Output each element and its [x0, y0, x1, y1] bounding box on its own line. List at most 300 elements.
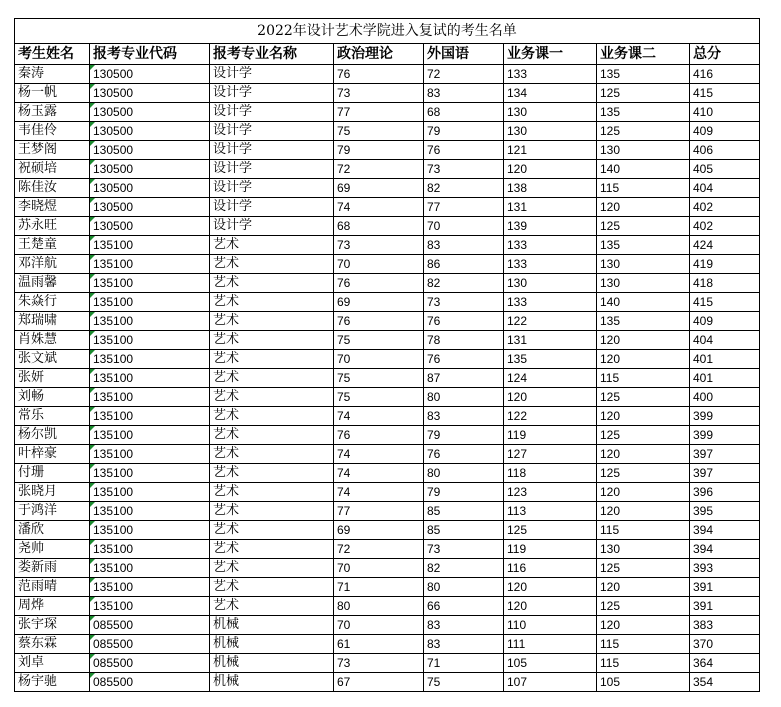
- cell-col-course-1: 120: [504, 388, 597, 407]
- cell-col-course-2: 115: [597, 369, 690, 388]
- cell-col-foreign-language: 79: [424, 426, 504, 445]
- cell-col-course-1: 133: [504, 293, 597, 312]
- table-row: [15, 559, 760, 578]
- cell-col-course-1: 124: [504, 369, 597, 388]
- cell-col-course-1: 122: [504, 407, 597, 426]
- table-row: [15, 122, 760, 141]
- cell-col-course-2: 120: [597, 445, 690, 464]
- cell-col-major-name: 机械: [210, 654, 334, 673]
- cell-col-course-2: 130: [597, 274, 690, 293]
- cell-col-foreign-language: 82: [424, 274, 504, 293]
- cell-col-course-2: 135: [597, 312, 690, 331]
- cell-col-course-2: 125: [597, 464, 690, 483]
- cell-col-name: 周烨: [15, 597, 90, 616]
- cell-col-course-1: 119: [504, 540, 597, 559]
- cell-col-major-code: 085500: [90, 616, 210, 635]
- cell-col-politics: 74: [334, 445, 424, 464]
- cell-col-major-name: 机械: [210, 635, 334, 654]
- cell-col-name: 杨尔凯: [15, 426, 90, 445]
- cell-col-major-name: 艺术: [210, 559, 334, 578]
- cell-col-major-code: 135100: [90, 483, 210, 502]
- cell-col-foreign-language: 66: [424, 597, 504, 616]
- cell-col-total: 397: [690, 464, 760, 483]
- cell-col-course-2: 120: [597, 578, 690, 597]
- cell-col-total: 394: [690, 540, 760, 559]
- cell-col-foreign-language: 83: [424, 407, 504, 426]
- cell-col-total: 402: [690, 198, 760, 217]
- cell-col-major-code: 130500: [90, 122, 210, 141]
- cell-col-foreign-language: 82: [424, 559, 504, 578]
- cell-col-major-name: 艺术: [210, 426, 334, 445]
- cell-col-major-code: 135100: [90, 350, 210, 369]
- cell-col-major-code: 130500: [90, 103, 210, 122]
- cell-col-course-2: 120: [597, 407, 690, 426]
- cell-col-politics: 79: [334, 141, 424, 160]
- table-row: [15, 540, 760, 559]
- table-row: [15, 521, 760, 540]
- cell-col-name: 蔡东霖: [15, 635, 90, 654]
- cell-col-name: 张宇琛: [15, 616, 90, 635]
- cell-col-course-2: 125: [597, 426, 690, 445]
- cell-col-major-code: 085500: [90, 673, 210, 692]
- cell-col-course-2: 120: [597, 331, 690, 350]
- table-row: [15, 198, 760, 217]
- cell-col-total: 406: [690, 141, 760, 160]
- header-row: [15, 44, 760, 65]
- cell-col-major-name: 设计学: [210, 141, 334, 160]
- table-row: [15, 578, 760, 597]
- cell-col-total: 370: [690, 635, 760, 654]
- cell-col-total: 404: [690, 179, 760, 198]
- cell-col-major-code: 130500: [90, 65, 210, 84]
- cell-col-major-code: 135100: [90, 388, 210, 407]
- header-col-major-name: 报考专业名称: [210, 44, 334, 65]
- cell-col-major-name: 艺术: [210, 331, 334, 350]
- cell-col-name: 刘卓: [15, 654, 90, 673]
- cell-col-course-2: 125: [597, 217, 690, 236]
- cell-col-major-code: 130500: [90, 179, 210, 198]
- table-row: [15, 597, 760, 616]
- cell-col-foreign-language: 70: [424, 217, 504, 236]
- table-row: [15, 673, 760, 692]
- cell-col-total: 415: [690, 84, 760, 103]
- cell-col-major-code: 135100: [90, 274, 210, 293]
- table-row: [15, 616, 760, 635]
- cell-col-total: 405: [690, 160, 760, 179]
- cell-col-politics: 73: [334, 236, 424, 255]
- cell-col-name: 常乐: [15, 407, 90, 426]
- table-row: [15, 445, 760, 464]
- cell-col-course-1: 113: [504, 502, 597, 521]
- cell-col-foreign-language: 75: [424, 673, 504, 692]
- cell-col-major-code: 135100: [90, 521, 210, 540]
- cell-col-major-code: 135100: [90, 255, 210, 274]
- cell-col-major-code: 130500: [90, 141, 210, 160]
- header-col-foreign-language: 外国语: [424, 44, 504, 65]
- cell-col-course-1: 131: [504, 198, 597, 217]
- cell-col-course-2: 105: [597, 673, 690, 692]
- cell-col-course-1: 133: [504, 65, 597, 84]
- cell-col-total: 354: [690, 673, 760, 692]
- cell-col-politics: 73: [334, 84, 424, 103]
- cell-col-course-1: 121: [504, 141, 597, 160]
- cell-col-major-name: 机械: [210, 673, 334, 692]
- table-title: 2022年设计艺术学院进入复试的考生名单: [15, 19, 760, 44]
- cell-col-foreign-language: 78: [424, 331, 504, 350]
- cell-col-foreign-language: 77: [424, 198, 504, 217]
- cell-col-major-name: 设计学: [210, 103, 334, 122]
- cell-col-course-1: 123: [504, 483, 597, 502]
- table-row: [15, 654, 760, 673]
- cell-col-major-name: 艺术: [210, 293, 334, 312]
- cell-col-course-2: 130: [597, 255, 690, 274]
- cell-col-foreign-language: 73: [424, 293, 504, 312]
- cell-col-foreign-language: 87: [424, 369, 504, 388]
- cell-col-major-name: 艺术: [210, 483, 334, 502]
- cell-col-course-2: 120: [597, 502, 690, 521]
- cell-col-total: 399: [690, 407, 760, 426]
- cell-col-course-1: 139: [504, 217, 597, 236]
- table-row: [15, 255, 760, 274]
- cell-col-name: 尧帅: [15, 540, 90, 559]
- cell-col-politics: 72: [334, 540, 424, 559]
- cell-col-name: 张文斌: [15, 350, 90, 369]
- cell-col-name: 温雨馨: [15, 274, 90, 293]
- table-row: [15, 388, 760, 407]
- cell-col-foreign-language: 83: [424, 635, 504, 654]
- cell-col-total: 416: [690, 65, 760, 84]
- cell-col-course-1: 110: [504, 616, 597, 635]
- cell-col-politics: 61: [334, 635, 424, 654]
- cell-col-foreign-language: 79: [424, 122, 504, 141]
- cell-col-foreign-language: 80: [424, 388, 504, 407]
- cell-col-foreign-language: 85: [424, 521, 504, 540]
- cell-col-course-1: 107: [504, 673, 597, 692]
- cell-col-name: 秦涛: [15, 65, 90, 84]
- cell-col-total: 364: [690, 654, 760, 673]
- table-row: [15, 350, 760, 369]
- cell-col-total: 391: [690, 578, 760, 597]
- table-row: [15, 236, 760, 255]
- candidate-table: [14, 18, 760, 692]
- cell-col-course-2: 125: [597, 559, 690, 578]
- table-row: [15, 103, 760, 122]
- cell-col-major-name: 设计学: [210, 160, 334, 179]
- header-col-name: 考生姓名: [15, 44, 90, 65]
- cell-col-major-name: 艺术: [210, 464, 334, 483]
- cell-col-major-code: 085500: [90, 654, 210, 673]
- cell-col-course-2: 135: [597, 236, 690, 255]
- cell-col-major-code: 130500: [90, 160, 210, 179]
- cell-col-major-name: 机械: [210, 616, 334, 635]
- cell-col-politics: 76: [334, 274, 424, 293]
- cell-col-major-code: 135100: [90, 597, 210, 616]
- cell-col-politics: 75: [334, 369, 424, 388]
- cell-col-course-2: 115: [597, 635, 690, 654]
- cell-col-politics: 74: [334, 198, 424, 217]
- cell-col-name: 杨玉露: [15, 103, 90, 122]
- cell-col-course-1: 118: [504, 464, 597, 483]
- table-row: [15, 502, 760, 521]
- table-row: [15, 217, 760, 236]
- cell-col-major-name: 设计学: [210, 198, 334, 217]
- cell-col-major-code: 130500: [90, 84, 210, 103]
- cell-col-course-2: 125: [597, 122, 690, 141]
- table-row: [15, 160, 760, 179]
- table-row: [15, 312, 760, 331]
- cell-col-name: 潘欣: [15, 521, 90, 540]
- cell-col-name: 张晓月: [15, 483, 90, 502]
- cell-col-major-code: 135100: [90, 293, 210, 312]
- cell-col-course-2: 125: [597, 388, 690, 407]
- cell-col-major-name: 设计学: [210, 179, 334, 198]
- cell-col-foreign-language: 83: [424, 84, 504, 103]
- cell-col-politics: 76: [334, 312, 424, 331]
- cell-col-course-1: 127: [504, 445, 597, 464]
- cell-col-major-name: 设计学: [210, 65, 334, 84]
- cell-col-foreign-language: 86: [424, 255, 504, 274]
- cell-col-name: 苏永旺: [15, 217, 90, 236]
- cell-col-course-2: 125: [597, 84, 690, 103]
- cell-col-course-2: 130: [597, 141, 690, 160]
- cell-col-major-code: 135100: [90, 540, 210, 559]
- cell-col-politics: 75: [334, 388, 424, 407]
- cell-col-politics: 69: [334, 521, 424, 540]
- cell-col-foreign-language: 73: [424, 160, 504, 179]
- cell-col-name: 王梦阁: [15, 141, 90, 160]
- cell-col-major-name: 艺术: [210, 236, 334, 255]
- cell-col-major-name: 艺术: [210, 369, 334, 388]
- cell-col-total: 399: [690, 426, 760, 445]
- cell-col-foreign-language: 72: [424, 65, 504, 84]
- cell-col-foreign-language: 71: [424, 654, 504, 673]
- header-col-course-1: 业务课一: [504, 44, 597, 65]
- cell-col-course-2: 120: [597, 198, 690, 217]
- cell-col-politics: 76: [334, 426, 424, 445]
- cell-col-course-1: 138: [504, 179, 597, 198]
- table-row: [15, 464, 760, 483]
- cell-col-total: 409: [690, 312, 760, 331]
- cell-col-course-1: 133: [504, 236, 597, 255]
- cell-col-politics: 69: [334, 293, 424, 312]
- table-body: [15, 65, 760, 692]
- table-row: [15, 65, 760, 84]
- cell-col-foreign-language: 79: [424, 483, 504, 502]
- cell-col-course-1: 131: [504, 331, 597, 350]
- cell-col-major-name: 艺术: [210, 388, 334, 407]
- cell-col-name: 刘畅: [15, 388, 90, 407]
- cell-col-politics: 76: [334, 65, 424, 84]
- cell-col-major-name: 设计学: [210, 122, 334, 141]
- cell-col-course-2: 120: [597, 483, 690, 502]
- table-row: [15, 84, 760, 103]
- header-col-major-code: 报考专业代码: [90, 44, 210, 65]
- cell-col-major-name: 艺术: [210, 578, 334, 597]
- cell-col-name: 杨一帆: [15, 84, 90, 103]
- cell-col-major-name: 艺术: [210, 540, 334, 559]
- cell-col-major-name: 设计学: [210, 84, 334, 103]
- cell-col-major-name: 设计学: [210, 217, 334, 236]
- cell-col-politics: 75: [334, 331, 424, 350]
- cell-col-politics: 74: [334, 464, 424, 483]
- cell-col-name: 韦佳伶: [15, 122, 90, 141]
- cell-col-course-2: 130: [597, 540, 690, 559]
- header-col-course-2: 业务课二: [597, 44, 690, 65]
- cell-col-major-name: 艺术: [210, 274, 334, 293]
- cell-col-major-name: 艺术: [210, 521, 334, 540]
- cell-col-major-name: 艺术: [210, 312, 334, 331]
- cell-col-major-code: 135100: [90, 407, 210, 426]
- cell-col-total: 395: [690, 502, 760, 521]
- cell-col-foreign-language: 73: [424, 540, 504, 559]
- cell-col-name: 肖姝慧: [15, 331, 90, 350]
- cell-col-course-1: 135: [504, 350, 597, 369]
- cell-col-politics: 71: [334, 578, 424, 597]
- cell-col-course-2: 115: [597, 521, 690, 540]
- cell-col-total: 409: [690, 122, 760, 141]
- cell-col-politics: 75: [334, 122, 424, 141]
- cell-col-course-2: 135: [597, 103, 690, 122]
- cell-col-name: 娄新雨: [15, 559, 90, 578]
- cell-col-name: 祝硕培: [15, 160, 90, 179]
- table-row: [15, 407, 760, 426]
- cell-col-politics: 69: [334, 179, 424, 198]
- cell-col-foreign-language: 68: [424, 103, 504, 122]
- cell-col-major-code: 135100: [90, 464, 210, 483]
- cell-col-major-code: 130500: [90, 217, 210, 236]
- cell-col-course-2: 140: [597, 160, 690, 179]
- cell-col-politics: 80: [334, 597, 424, 616]
- cell-col-course-1: 133: [504, 255, 597, 274]
- cell-col-politics: 67: [334, 673, 424, 692]
- cell-col-course-1: 105: [504, 654, 597, 673]
- cell-col-foreign-language: 83: [424, 236, 504, 255]
- cell-col-politics: 68: [334, 217, 424, 236]
- cell-col-politics: 77: [334, 103, 424, 122]
- cell-col-total: 391: [690, 597, 760, 616]
- cell-col-politics: 77: [334, 502, 424, 521]
- cell-col-foreign-language: 76: [424, 350, 504, 369]
- cell-col-total: 424: [690, 236, 760, 255]
- cell-col-total: 383: [690, 616, 760, 635]
- cell-col-course-2: 140: [597, 293, 690, 312]
- table-row: [15, 141, 760, 160]
- cell-col-course-1: 122: [504, 312, 597, 331]
- table-row: [15, 179, 760, 198]
- cell-col-politics: 70: [334, 559, 424, 578]
- cell-col-major-code: 085500: [90, 635, 210, 654]
- cell-col-foreign-language: 80: [424, 578, 504, 597]
- cell-col-foreign-language: 85: [424, 502, 504, 521]
- cell-col-course-1: 125: [504, 521, 597, 540]
- cell-col-total: 418: [690, 274, 760, 293]
- cell-col-politics: 72: [334, 160, 424, 179]
- cell-col-total: 393: [690, 559, 760, 578]
- cell-col-total: 397: [690, 445, 760, 464]
- cell-col-major-code: 135100: [90, 369, 210, 388]
- cell-col-major-code: 130500: [90, 198, 210, 217]
- table-row: [15, 635, 760, 654]
- cell-col-foreign-language: 76: [424, 312, 504, 331]
- cell-col-foreign-language: 82: [424, 179, 504, 198]
- cell-col-politics: 74: [334, 407, 424, 426]
- cell-col-course-1: 120: [504, 578, 597, 597]
- table-row: [15, 293, 760, 312]
- cell-col-major-name: 艺术: [210, 407, 334, 426]
- table-row: [15, 369, 760, 388]
- cell-col-total: 415: [690, 293, 760, 312]
- cell-col-total: 402: [690, 217, 760, 236]
- cell-col-course-2: 125: [597, 597, 690, 616]
- cell-col-course-1: 111: [504, 635, 597, 654]
- cell-col-major-code: 135100: [90, 578, 210, 597]
- cell-col-name: 杨宇驰: [15, 673, 90, 692]
- cell-col-course-1: 134: [504, 84, 597, 103]
- cell-col-course-1: 130: [504, 274, 597, 293]
- cell-col-course-1: 116: [504, 559, 597, 578]
- cell-col-foreign-language: 76: [424, 445, 504, 464]
- cell-col-major-code: 135100: [90, 236, 210, 255]
- table-row: [15, 331, 760, 350]
- cell-col-major-code: 135100: [90, 445, 210, 464]
- cell-col-politics: 70: [334, 616, 424, 635]
- cell-col-name: 于鸿洋: [15, 502, 90, 521]
- cell-col-name: 朱焱行: [15, 293, 90, 312]
- table-row: [15, 483, 760, 502]
- cell-col-major-name: 艺术: [210, 445, 334, 464]
- table-row: [15, 426, 760, 445]
- cell-col-course-1: 130: [504, 122, 597, 141]
- cell-col-major-name: 艺术: [210, 350, 334, 369]
- cell-col-politics: 70: [334, 350, 424, 369]
- cell-col-major-code: 135100: [90, 559, 210, 578]
- cell-col-major-name: 艺术: [210, 255, 334, 274]
- cell-col-politics: 73: [334, 654, 424, 673]
- cell-col-course-2: 120: [597, 350, 690, 369]
- header-col-total: 总分: [690, 44, 760, 65]
- cell-col-name: 邓洋航: [15, 255, 90, 274]
- cell-col-course-2: 135: [597, 65, 690, 84]
- cell-col-total: 396: [690, 483, 760, 502]
- cell-col-major-code: 135100: [90, 331, 210, 350]
- cell-col-course-1: 120: [504, 597, 597, 616]
- cell-col-total: 404: [690, 331, 760, 350]
- cell-col-total: 394: [690, 521, 760, 540]
- cell-col-course-2: 120: [597, 616, 690, 635]
- cell-col-name: 陈佳汝: [15, 179, 90, 198]
- cell-col-total: 410: [690, 103, 760, 122]
- cell-col-total: 400: [690, 388, 760, 407]
- cell-col-politics: 74: [334, 483, 424, 502]
- table-row: [15, 274, 760, 293]
- cell-col-major-code: 135100: [90, 502, 210, 521]
- cell-col-major-code: 135100: [90, 312, 210, 331]
- cell-col-course-1: 119: [504, 426, 597, 445]
- cell-col-foreign-language: 83: [424, 616, 504, 635]
- cell-col-name: 郑瑞啸: [15, 312, 90, 331]
- header-col-politics: 政治理论: [334, 44, 424, 65]
- cell-col-major-code: 135100: [90, 426, 210, 445]
- cell-col-total: 401: [690, 369, 760, 388]
- cell-col-major-name: 艺术: [210, 502, 334, 521]
- cell-col-foreign-language: 76: [424, 141, 504, 160]
- cell-col-total: 419: [690, 255, 760, 274]
- cell-col-name: 王楚童: [15, 236, 90, 255]
- cell-col-course-2: 115: [597, 179, 690, 198]
- cell-col-major-name: 艺术: [210, 597, 334, 616]
- cell-col-total: 401: [690, 350, 760, 369]
- cell-col-name: 张妍: [15, 369, 90, 388]
